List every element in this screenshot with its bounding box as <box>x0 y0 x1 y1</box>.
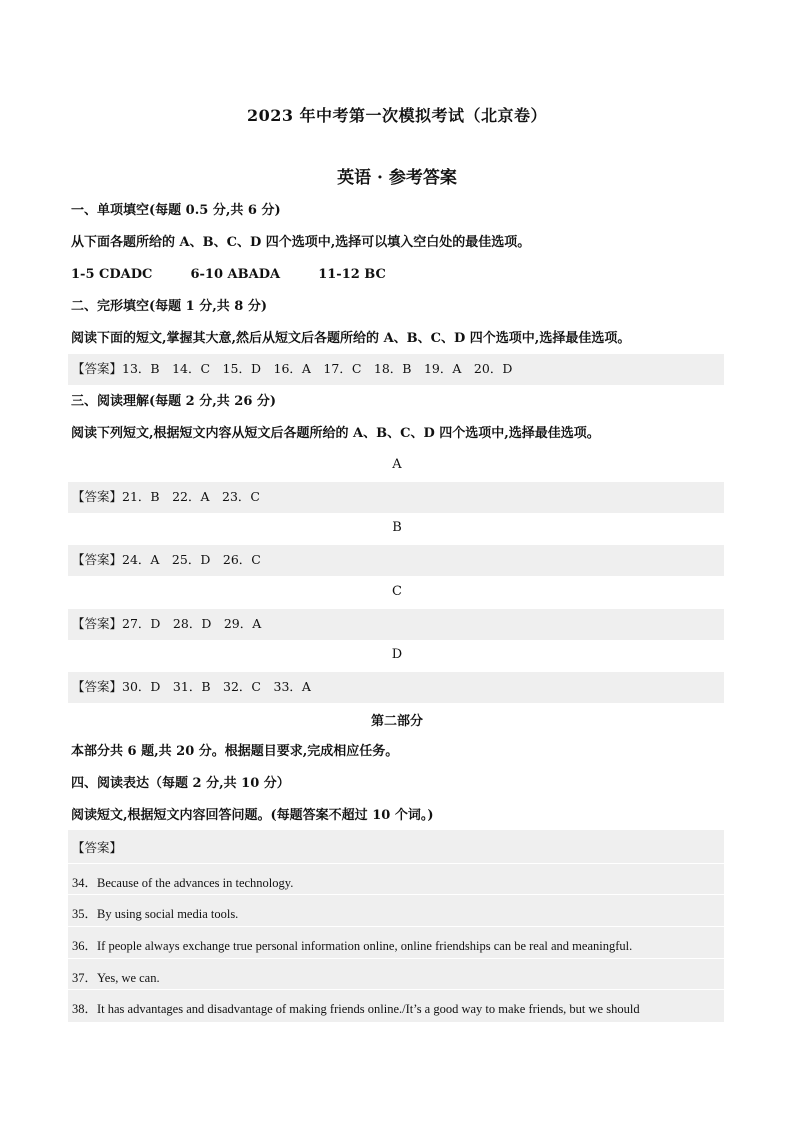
section1-heading: 一、单项填空(每题 0.5 分,共 6 分) <box>71 203 281 218</box>
section2-heading: 二、完形填空(每题 1 分,共 8 分) <box>71 299 268 314</box>
section2-answer: 【答案】13．B 14．C 15．D 16．A 17．C 18．B 19．A 20．D <box>72 361 513 376</box>
passage-d-answer-box <box>68 672 724 703</box>
passage-a-answer: 【答案】21．B 22．A 23．C <box>72 489 260 504</box>
answer-item: 37．Yes, we can. <box>72 971 160 985</box>
section4-instruction: 阅读短文,根据短文内容回答问题。(每题答案不超过 10 个词。) <box>71 808 434 823</box>
part2-heading: 第二部分 <box>370 714 423 729</box>
section3-instruction: 阅读下列短文,根据短文内容从短文后各题所给的 A、B、C、D 四个选项中,选择最佳选项。 <box>71 426 600 441</box>
section4-heading: 四、阅读表达（每题 2 分,共 10 分） <box>71 776 290 791</box>
passage-label-c: C <box>392 584 402 599</box>
document-subtitle: 英语 · 参考答案 <box>337 168 457 188</box>
section4-answer-label: 【答案】 <box>72 840 123 855</box>
passage-c-answer-box <box>68 609 724 640</box>
section2-instruction: 阅读下面的短文,掌握其大意,然后从短文后各题所给的 A、B、C、D 四个选项中,选择最佳选项。 <box>71 331 631 346</box>
passage-a-answer-box <box>68 482 724 513</box>
answer-group: 1-5 CDADC <box>71 267 153 282</box>
passage-label-d: D <box>391 647 403 662</box>
answer-item: 35．By using social media tools. <box>72 907 239 921</box>
passage-label-b: B <box>392 520 402 535</box>
passage-d-answer: 【答案】30．D 31．B 32．C 33．A <box>72 679 311 694</box>
section1-instruction: 从下面各题所给的 A、B、C、D 四个选项中,选择可以填入空白处的最佳选项。 <box>71 235 531 250</box>
passage-b-answer-box <box>68 545 724 576</box>
section2-answer-box <box>68 354 724 385</box>
section3-heading: 三、阅读理解(每题 2 分,共 26 分) <box>71 394 277 409</box>
part2-intro: 本部分共 6 题,共 20 分。根据题目要求,完成相应任务。 <box>71 744 399 759</box>
document-title: 2023 年中考第一次模拟考试（北京卷） <box>246 106 548 125</box>
answer-item: 34．Because of the advances in technology. <box>72 876 294 890</box>
answer-item: 38．It has advantages and disadvantage of making friends online./It’s a good way to make friends, but we should <box>72 1002 640 1016</box>
passage-b-answer: 【答案】24．A 25．D 26．C <box>72 552 261 567</box>
passage-label-a: A <box>392 457 402 472</box>
answer-group: 6-10 ABADA <box>190 267 281 282</box>
answer-group: 11-12 BC <box>318 267 386 282</box>
section1-answers <box>71 265 420 285</box>
section4-answer-box <box>68 830 724 1022</box>
passage-c-answer: 【答案】27．D 28．D 29．A <box>72 616 262 631</box>
answer-item: 36．If people always exchange true personal information online, online friendships can be real and meaningful. <box>72 939 633 953</box>
